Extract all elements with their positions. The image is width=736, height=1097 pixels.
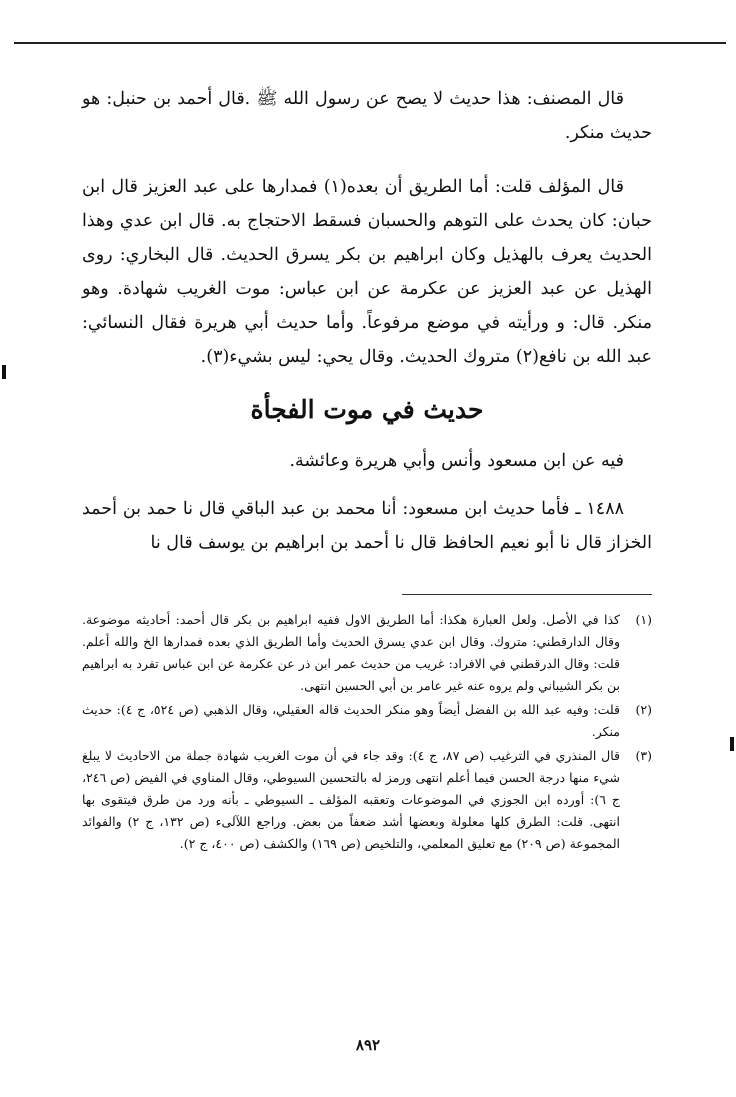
paragraph-narrators: فيه عن ابن مسعود وأنس وأبي هريرة وعائشة.: [289, 451, 624, 471]
footnote-text: قلت: وفيه عبد الله بن الفضل أيضاً وهو منكر الحديث قاله العقيلي، وقال الذهبي (ص ٥٢٤، ج ٤): حديث منكر.: [82, 702, 620, 739]
paragraph-author-statement: قال المصنف: هذا حديث لا يصح عن رسول الله ﷺ .قال أحمد بن حنبل: هو حديث منكر.: [82, 89, 652, 143]
top-scan-edge: [14, 42, 726, 44]
footnote-1: [82, 609, 652, 697]
page-number: ٨٩٢: [355, 1036, 381, 1054]
page-content: [82, 82, 652, 857]
footnote-number: (١): [635, 612, 652, 627]
footnote-number: (٣): [635, 748, 652, 763]
right-margin-scan-mark: [730, 737, 734, 751]
section-heading: حديث في موت الفجأة: [250, 395, 484, 424]
footnote-text: قال المنذري في الترغيب (ص ٨٧، ج ٤): وقد جاء في أن موت الغريب شهادة جملة من الاحاديث لا يبلغ شيء منها درجة الحسن فيما أعلم انتهى ورمز له بالتحسين السيوطي، وقال المناوي في الفيض (ص ٢٤٦، ج ٦): أورده ابن الجوزي في الموضوعات وتعقبه المؤلف ـ السيوطي ـ بأنه ورد من طرق فيتقوى بها انتهى. قلت: الطرق كلها معلولة وبعضها أشد ضعفاً من بعض. وراجع اللآلىء (ص ١٣٢، ج ٢) والفوائد المجموعة (ص ٢٠٩) مع تعليق المعلمي، والتلخيص (ص ١٦٩) والكشف (ص ٤٠٠، ج ٢).: [82, 748, 620, 851]
footnote-number: (٢): [635, 702, 652, 717]
paragraph-hadith-1488: ١٤٨٨ ـ فأما حديث ابن مسعود: أنا محمد بن عبد الباقي قال نا حمد بن أحمد الخزاز قال نا أبو نعيم الحافظ قال نا أحمد بن ابراهيم بن يوسف قال نا: [82, 499, 652, 553]
footnote-text: كذا في الأصل. ولعل العبارة هكذا: أما الطريق الاول ففيه ابراهيم بن بكر قال أحمد: أحاديثه موضوعة. وقال الدارقطني: متروك. وقال ابن عدي يسرق الحديث وأما الطريق الذي بعده فمدارها الخ والله أعلم. قلت: وقال الدرقطني في الافراد: غريب من حديث عمر ابن ذر عن عكرمة عن ابن عباس تفرد به ابراهيم بن بكر الشيباني ولم يروه عنه غير عامر بن أبي الحسين انتهى.: [82, 612, 620, 693]
footnote-2: [82, 699, 652, 743]
footnote-separator: [402, 594, 652, 595]
footnote-3: [82, 745, 652, 855]
left-margin-scan-mark: [2, 365, 6, 379]
paragraph-chains-discussion: قال المؤلف قلت: أما الطريق أن بعده(١) فمدارها على عبد العزيز قال ابن حبان: كان يحدث على التوهم والحسبان فسقط الاحتجاج به. قال ابن عدي وهذا الحديث يعرف بالهذيل وكان ابراهيم بن بكر يسرق الحديث. قال البخاري: روى الهذيل عن عبد العزيز عن عكرمة عن ابن عباس: موت الغريب شهادة. وهو منكر. قال: و ورأيته في موضع مرفوعاً. وأما حديث أبي هريرة فقال النسائي: عبد الله بن نافع(٢) متروك الحديث. وقال يحي: ليس بشيء(٣).: [82, 177, 652, 367]
